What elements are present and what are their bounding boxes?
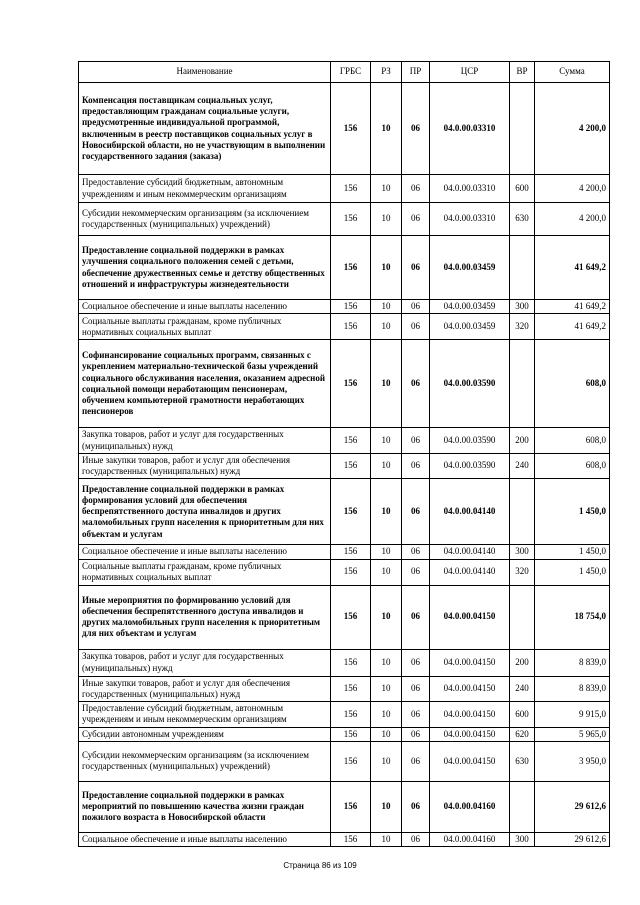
cell-name: Социальное обеспечение и иные выплаты населению xyxy=(79,545,331,559)
cell-name: Иные закупки товаров, работ и услуг для обеспечения государственных (муниципальных) нужд xyxy=(79,676,331,702)
cell-rz: 10 xyxy=(371,453,402,479)
cell-csr: 04.0.00.03590 xyxy=(430,340,510,428)
cell-csr: 04.0.00.04160 xyxy=(430,832,510,846)
cell-pr: 06 xyxy=(402,832,430,846)
cell-grbs: 156 xyxy=(331,727,371,741)
table-row xyxy=(79,545,610,559)
cell-pr: 06 xyxy=(402,781,430,832)
cell-rz: 10 xyxy=(371,203,402,236)
table-row xyxy=(79,479,610,545)
cell-pr: 06 xyxy=(402,300,430,314)
cell-rz: 10 xyxy=(371,236,402,300)
cell-name: Закупка товаров, работ и услуг для государственных (муниципальных) нужд xyxy=(79,428,331,454)
cell-sum: 4 200,0 xyxy=(535,203,610,236)
cell-vr: 630 xyxy=(510,741,535,781)
table-row xyxy=(79,236,610,300)
cell-vr: 320 xyxy=(510,559,535,585)
table-row xyxy=(79,727,610,741)
cell-rz: 10 xyxy=(371,727,402,741)
cell-grbs: 156 xyxy=(331,741,371,781)
cell-pr: 06 xyxy=(402,314,430,340)
cell-pr: 06 xyxy=(402,236,430,300)
cell-grbs: 156 xyxy=(331,585,371,649)
cell-pr: 06 xyxy=(402,340,430,428)
cell-sum: 608,0 xyxy=(535,340,610,428)
table-row xyxy=(79,175,610,203)
table-row xyxy=(79,649,610,676)
cell-grbs: 156 xyxy=(331,175,371,203)
cell-vr: 630 xyxy=(510,203,535,236)
cell-vr xyxy=(510,236,535,300)
cell-name: Социальное обеспечение и иные выплаты населению xyxy=(79,832,331,846)
cell-grbs: 156 xyxy=(331,676,371,702)
cell-csr: 04.0.00.04140 xyxy=(430,559,510,585)
cell-pr: 06 xyxy=(402,175,430,203)
cell-csr: 04.0.00.04160 xyxy=(430,781,510,832)
cell-pr: 06 xyxy=(402,649,430,676)
table-row xyxy=(79,314,610,340)
cell-grbs: 156 xyxy=(331,832,371,846)
cell-rz: 10 xyxy=(371,559,402,585)
cell-grbs: 156 xyxy=(331,559,371,585)
cell-sum: 29 612,6 xyxy=(535,832,610,846)
cell-grbs: 156 xyxy=(331,428,371,454)
cell-csr: 04.0.00.04140 xyxy=(430,479,510,545)
cell-csr: 04.0.00.03459 xyxy=(430,300,510,314)
cell-grbs: 156 xyxy=(331,702,371,728)
cell-grbs: 156 xyxy=(331,781,371,832)
table-row xyxy=(79,832,610,846)
cell-rz: 10 xyxy=(371,585,402,649)
cell-name: Субсидии некоммерческим организациям (за исключением государственных (муниципальных) учреждений) xyxy=(79,741,331,781)
cell-rz: 10 xyxy=(371,175,402,203)
cell-vr: 300 xyxy=(510,300,535,314)
cell-pr: 06 xyxy=(402,545,430,559)
cell-pr: 06 xyxy=(402,453,430,479)
cell-name: Предоставление социальной поддержки в рамках формирования условий для обеспечения беспрепятственного доступа инвалидов и других маломобильных групп населения к приоритетным для них объектам и услугам xyxy=(79,479,331,545)
cell-vr: 600 xyxy=(510,702,535,728)
cell-rz: 10 xyxy=(371,832,402,846)
cell-csr: 04.0.00.04150 xyxy=(430,727,510,741)
table-row xyxy=(79,453,610,479)
cell-grbs: 156 xyxy=(331,649,371,676)
cell-sum: 29 612,6 xyxy=(535,781,610,832)
cell-rz: 10 xyxy=(371,300,402,314)
cell-vr: 600 xyxy=(510,175,535,203)
cell-vr xyxy=(510,83,535,175)
cell-name: Софинансирование социальных программ, связанных с укреплением материально-технической базы учреждений социального обслуживания населения, оказанием адресной социальной помощи неработающим пенсионерам, обучением компьютерной грамотности неработающих пенсионеров xyxy=(79,340,331,428)
cell-name: Закупка товаров, работ и услуг для государственных (муниципальных) нужд xyxy=(79,649,331,676)
cell-name: Предоставление субсидий бюджетным, автономным учреждениям и иным некоммерческим организациям xyxy=(79,702,331,728)
cell-name: Предоставление социальной поддержки в рамках мероприятий по повышению качества жизни граждан пожилого возраста в Новосибирской области xyxy=(79,781,331,832)
cell-sum: 41 649,2 xyxy=(535,314,610,340)
cell-sum: 1 450,0 xyxy=(535,479,610,545)
table-row xyxy=(79,585,610,649)
cell-sum: 18 754,0 xyxy=(535,585,610,649)
cell-vr xyxy=(510,585,535,649)
table-row xyxy=(79,702,610,728)
cell-vr xyxy=(510,781,535,832)
cell-rz: 10 xyxy=(371,676,402,702)
cell-sum: 1 450,0 xyxy=(535,559,610,585)
cell-grbs: 156 xyxy=(331,340,371,428)
table-row xyxy=(79,83,610,175)
cell-pr: 06 xyxy=(402,585,430,649)
cell-name: Предоставление социальной поддержки в рамках улучшения социального положения семей с детьми, обеспечение дружественных семье и детству общественных отношений и инфраструктуры жизнедеятельности xyxy=(79,236,331,300)
cell-name: Иные мероприятия по формированию условий для обеспечения беспрепятственного доступа инвалидов и других маломобильных групп населения к приоритетным для них объектам и услугам xyxy=(79,585,331,649)
cell-pr: 06 xyxy=(402,702,430,728)
header-rz: РЗ xyxy=(371,62,402,83)
cell-sum: 4 200,0 xyxy=(535,83,610,175)
cell-sum: 4 200,0 xyxy=(535,175,610,203)
cell-name: Предоставление субсидий бюджетным, автономным учреждениям и иным некоммерческим организациям xyxy=(79,175,331,203)
cell-vr: 240 xyxy=(510,676,535,702)
cell-sum: 9 915,0 xyxy=(535,702,610,728)
header-grbs: ГРБС xyxy=(331,62,371,83)
table-row xyxy=(79,781,610,832)
table-row xyxy=(79,300,610,314)
cell-pr: 06 xyxy=(402,83,430,175)
cell-vr: 200 xyxy=(510,428,535,454)
cell-name: Социальное обеспечение и иные выплаты населению xyxy=(79,300,331,314)
cell-vr: 300 xyxy=(510,832,535,846)
cell-sum: 41 649,2 xyxy=(535,300,610,314)
cell-sum: 8 839,0 xyxy=(535,649,610,676)
cell-sum: 1 450,0 xyxy=(535,545,610,559)
cell-grbs: 156 xyxy=(331,203,371,236)
cell-vr: 200 xyxy=(510,649,535,676)
cell-vr: 240 xyxy=(510,453,535,479)
cell-sum: 3 950,0 xyxy=(535,741,610,781)
cell-rz: 10 xyxy=(371,314,402,340)
cell-pr: 06 xyxy=(402,559,430,585)
cell-pr: 06 xyxy=(402,741,430,781)
cell-grbs: 156 xyxy=(331,236,371,300)
cell-vr: 620 xyxy=(510,727,535,741)
cell-pr: 06 xyxy=(402,428,430,454)
table-header-row xyxy=(79,62,610,83)
cell-csr: 04.0.00.04150 xyxy=(430,676,510,702)
cell-csr: 04.0.00.03310 xyxy=(430,175,510,203)
cell-grbs: 156 xyxy=(331,479,371,545)
cell-sum: 608,0 xyxy=(535,453,610,479)
cell-rz: 10 xyxy=(371,741,402,781)
cell-sum: 41 649,2 xyxy=(535,236,610,300)
cell-rz: 10 xyxy=(371,781,402,832)
cell-vr xyxy=(510,340,535,428)
cell-sum: 5 965,0 xyxy=(535,727,610,741)
page-footer: Страница 86 из 109 xyxy=(283,861,357,870)
table-row xyxy=(79,428,610,454)
table-row xyxy=(79,340,610,428)
cell-csr: 04.0.00.03310 xyxy=(430,203,510,236)
cell-csr: 04.0.00.03590 xyxy=(430,453,510,479)
cell-rz: 10 xyxy=(371,83,402,175)
cell-rz: 10 xyxy=(371,428,402,454)
header-name: Наименование xyxy=(79,62,331,83)
cell-pr: 06 xyxy=(402,676,430,702)
cell-name: Компенсация поставщикам социальных услуг, предоставляющим гражданам социальные услуги, предусмотренные индивидуальной программой, включенным в реестр поставщиков социальных услуг в Новосибирской области, но не участвующим в выполнении государственного задания (заказа) xyxy=(79,83,331,175)
cell-grbs: 156 xyxy=(331,83,371,175)
cell-grbs: 156 xyxy=(331,453,371,479)
cell-name: Субсидии автономным учреждениям xyxy=(79,727,331,741)
cell-pr: 06 xyxy=(402,479,430,545)
header-csr: ЦСР xyxy=(430,62,510,83)
cell-sum: 8 839,0 xyxy=(535,676,610,702)
cell-name: Субсидии некоммерческим организациям (за исключением государственных (муниципальных) учреждений) xyxy=(79,203,331,236)
cell-csr: 04.0.00.04150 xyxy=(430,649,510,676)
cell-rz: 10 xyxy=(371,479,402,545)
header-pr: ПР xyxy=(402,62,430,83)
cell-csr: 04.0.00.03459 xyxy=(430,314,510,340)
table-row xyxy=(79,559,610,585)
cell-vr: 300 xyxy=(510,545,535,559)
cell-grbs: 156 xyxy=(331,545,371,559)
cell-pr: 06 xyxy=(402,727,430,741)
cell-csr: 04.0.00.04150 xyxy=(430,741,510,781)
cell-grbs: 156 xyxy=(331,300,371,314)
cell-rz: 10 xyxy=(371,340,402,428)
cell-rz: 10 xyxy=(371,545,402,559)
cell-csr: 04.0.00.04150 xyxy=(430,702,510,728)
cell-csr: 04.0.00.03310 xyxy=(430,83,510,175)
table-row xyxy=(79,741,610,781)
cell-csr: 04.0.00.04140 xyxy=(430,545,510,559)
header-vr: ВР xyxy=(510,62,535,83)
cell-name: Социальные выплаты гражданам, кроме публичных нормативных социальных выплат xyxy=(79,559,331,585)
cell-vr: 320 xyxy=(510,314,535,340)
cell-rz: 10 xyxy=(371,649,402,676)
cell-pr: 06 xyxy=(402,203,430,236)
cell-csr: 04.0.00.04150 xyxy=(430,585,510,649)
cell-csr: 04.0.00.03590 xyxy=(430,428,510,454)
cell-grbs: 156 xyxy=(331,314,371,340)
table-row xyxy=(79,203,610,236)
cell-name: Иные закупки товаров, работ и услуг для обеспечения государственных (муниципальных) нужд xyxy=(79,453,331,479)
table-body xyxy=(79,83,610,847)
cell-rz: 10 xyxy=(371,702,402,728)
cell-name: Социальные выплаты гражданам, кроме публичных нормативных социальных выплат xyxy=(79,314,331,340)
cell-csr: 04.0.00.03459 xyxy=(430,236,510,300)
cell-vr xyxy=(510,479,535,545)
budget-table xyxy=(78,61,610,847)
header-sum: Сумма xyxy=(535,62,610,83)
table-row xyxy=(79,676,610,702)
cell-sum: 608,0 xyxy=(535,428,610,454)
